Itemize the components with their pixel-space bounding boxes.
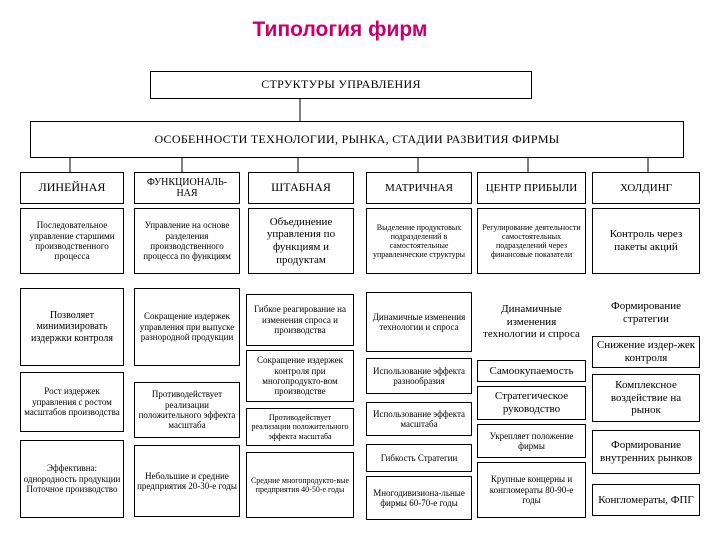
- profit-item-2: Самоокупаемость: [477, 360, 586, 382]
- desc-linear: Последовательное управление старшими производственного процесса: [20, 208, 124, 274]
- top-box: СТРУКТУРЫ УПРАВЛЕНИЯ: [150, 71, 532, 99]
- header-functional: ФУНКЦИОНАЛЬ-НАЯ: [134, 172, 240, 204]
- desc-holding: Контроль через пакеты акций: [592, 208, 700, 274]
- holding-item-2: Снижение издер-жек контроля: [592, 336, 700, 368]
- linear-item-3: Эффективна: однородность продукции Поточное производство: [20, 440, 124, 518]
- matrix-item-3: Использование эффекта масштаба: [366, 402, 472, 436]
- profit-item-3: Стратегическое руководство: [477, 386, 586, 420]
- staff-item-3: Противодействует реализации положительного эффекта масштаба: [246, 408, 354, 446]
- staff-item-4: Средние многопродукто-вые предприятия 40-50-е годы: [246, 452, 354, 518]
- holding-item-5: Конгломераты, ФПГ: [592, 484, 700, 516]
- header-matrix: МАТРИЧНАЯ: [366, 172, 472, 204]
- profit-item-1: Динамичные изменения технологии и спроса: [483, 303, 580, 341]
- matrix-item-5: Многодивизиона-льные фирмы 60-70-е годы: [366, 476, 472, 520]
- matrix-item-2: Использование эффекта разнообразия: [366, 358, 472, 394]
- header-staff: ШТАБНАЯ: [248, 172, 354, 204]
- profit-item-5: Крупные концерны и конгломераты 80-90-е годы: [477, 462, 586, 518]
- profit-item-4: Укрепляет положение фирмы: [477, 424, 586, 458]
- desc-functional: Управление на основе разделения производственного процесса по функциям: [134, 208, 240, 274]
- functional-item-2: Противодействует реализации положительного эффекта масштаба: [134, 382, 240, 438]
- linear-item-1: Позволяет минимизировать издержки контроля: [20, 288, 124, 366]
- staff-item-2: Сокращение издержек контроля при многопродукто-вом производстве: [246, 350, 354, 402]
- page-title: Типология фирм: [252, 18, 428, 41]
- header-profit-center: ЦЕНТР ПРИБЫЛИ: [477, 172, 586, 204]
- matrix-item-4: Гибкость Стратегии: [366, 444, 472, 472]
- holding-item-1: Формирование стратегии: [611, 300, 681, 325]
- functional-item-1: Сокращение издержек управления при выпуске разнородной продукции: [134, 288, 240, 366]
- functional-item-3: Небольшие и средние предприятия 20-30-е годы: [134, 445, 240, 517]
- header-linear: ЛИНЕЙНАЯ: [20, 172, 124, 204]
- desc-profit-center: Регулирование деятельности самостоятельных подразделений через финансовые показатели: [477, 208, 586, 274]
- middle-box: ОСОБЕННОСТИ ТЕХНОЛОГИИ, РЫНКА, СТАДИИ РАЗВИТИЯ ФИРМЫ: [30, 121, 684, 158]
- holding-item-4: Формирование внутренних рынков: [592, 430, 700, 474]
- matrix-item-1: Динамичные изменения технологии и спроса: [366, 292, 472, 352]
- holding-item-3: Комплексное воздействие на рынок: [592, 374, 700, 422]
- header-holding: ХОЛДИНГ: [592, 172, 700, 204]
- desc-staff: Объединение управления по функциям и продуктам: [248, 208, 354, 274]
- staff-item-1: Гибкое реагирование на изменения спроса и производства: [246, 294, 354, 346]
- linear-item-2: Рост издержек управления с ростом масштабов производства: [20, 372, 124, 432]
- desc-matrix: Выделение продуктовых подразделений в самостоятельные управленческие структуры: [366, 208, 472, 274]
